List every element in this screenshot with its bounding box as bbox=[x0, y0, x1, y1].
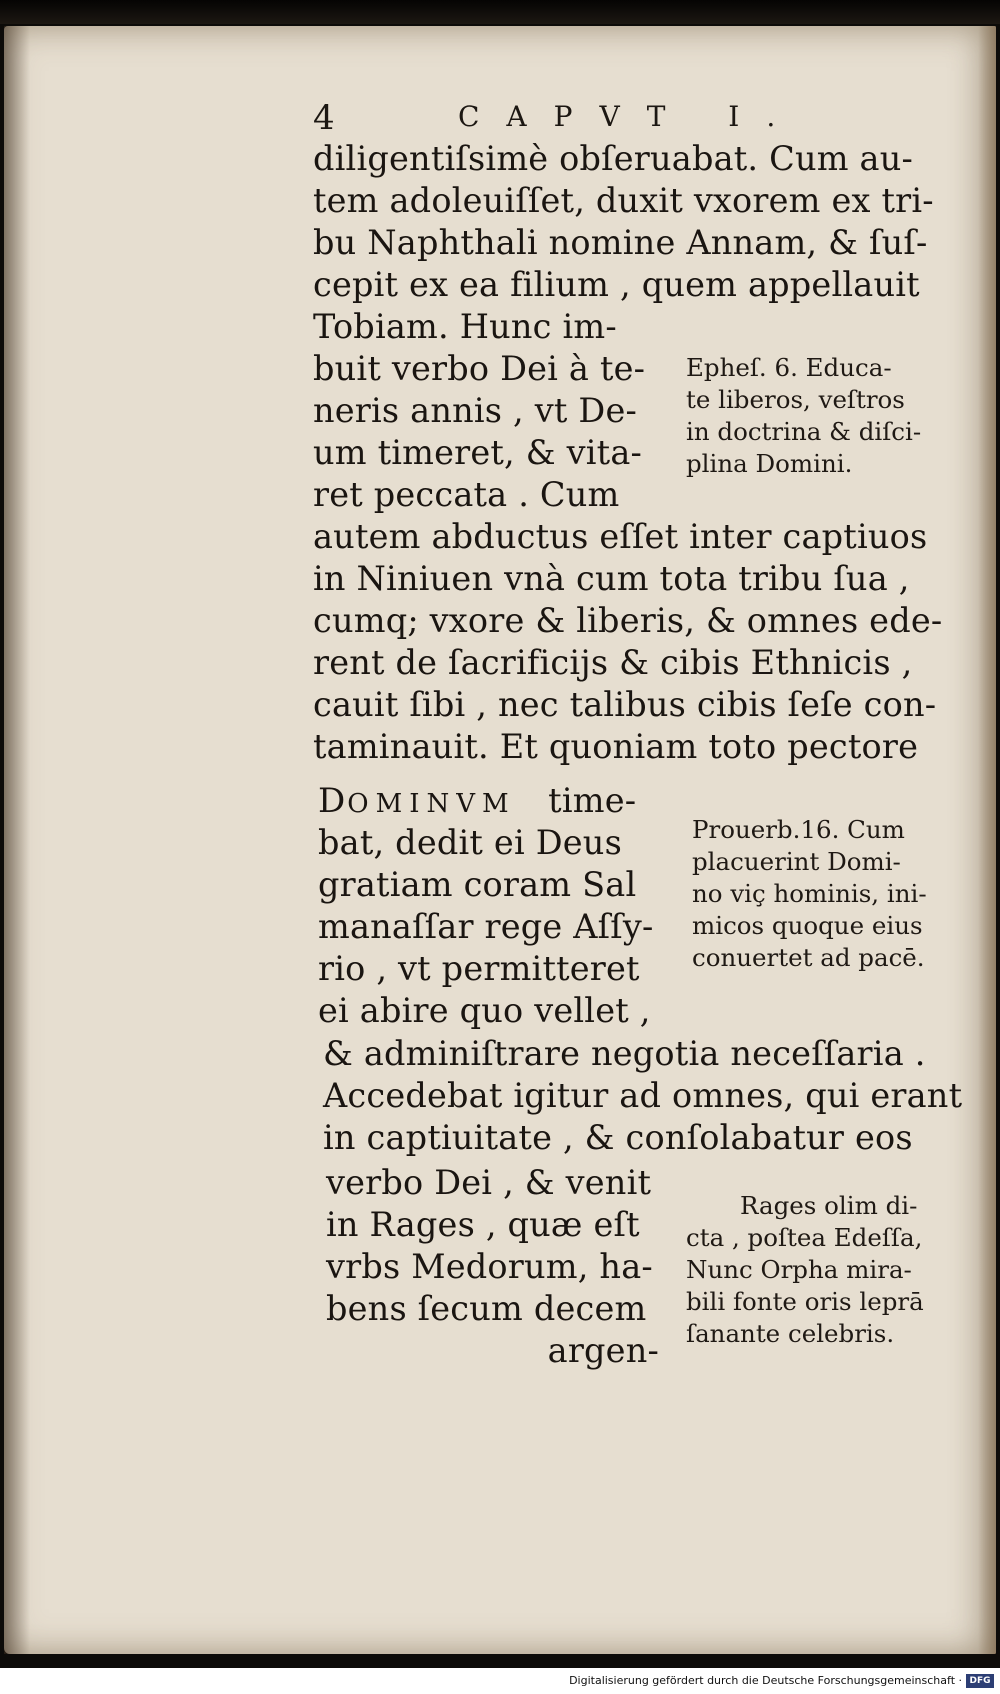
text-line: Accedebat igitur ad omnes, qui erant bbox=[323, 1076, 963, 1115]
body-text-narrow-1 bbox=[313, 306, 658, 516]
text-line: taminauit. Et quoniam toto pectore bbox=[313, 727, 919, 766]
note-line: Prouerb.16. Cum bbox=[692, 815, 905, 844]
note-line: no viç hominis, ini- bbox=[692, 879, 927, 908]
text-line: gratiam coram Sal bbox=[318, 865, 637, 904]
text-line: neris annis , vt De- bbox=[313, 391, 637, 430]
text-line: bat, dedit ei Deus bbox=[318, 823, 622, 862]
text-line: & adminiſtrare negotia neceſſaria . bbox=[323, 1034, 926, 1073]
page-edge-shadow bbox=[978, 26, 996, 1654]
footer-credit: Digitalisierung gefördert durch die Deutsche Forschungsgemeinschaft · bbox=[569, 1674, 962, 1687]
marginal-note-2 bbox=[692, 814, 927, 974]
body-text-narrow-2 bbox=[318, 780, 663, 1032]
text-line: in Rages , quæ eſt bbox=[326, 1205, 640, 1244]
text-line: manaſſar rege Aſſy- bbox=[318, 907, 654, 946]
note-line: ſanante celebris. bbox=[686, 1319, 895, 1348]
text-line: buit verbo Dei à te- bbox=[313, 349, 646, 388]
note-line: placuerint Domi- bbox=[692, 847, 901, 876]
text-line: cauit ſibi , nec talibus cibis ſeſe con- bbox=[313, 685, 937, 724]
note-line: Epheſ. 6. Educa- bbox=[686, 353, 892, 382]
text-line: bu Naphthali nomine Annam, & ſuſ- bbox=[313, 223, 928, 262]
note-line: in doctrina & diſci- bbox=[686, 417, 922, 446]
text-line: in captiuitate , & conſolabatur eos bbox=[323, 1118, 913, 1157]
text-line: ret peccata . Cum bbox=[313, 475, 620, 514]
note-line: Nunc Orpha mira- bbox=[686, 1255, 912, 1284]
text-line: verbo Dei , & venit bbox=[326, 1163, 652, 1202]
text-line: bens ſecum decem bbox=[326, 1289, 647, 1328]
text-line-dominum bbox=[318, 780, 663, 822]
body-text-narrow-3 bbox=[326, 1162, 671, 1372]
body-text-lower bbox=[323, 1033, 963, 1159]
text-line: in Niniuen vnà cum tota tribu ſua , bbox=[313, 559, 910, 598]
initial-letter: D bbox=[318, 781, 348, 821]
note-line: bili fonte oris leprā bbox=[686, 1287, 924, 1316]
text-line: rent de ſacrificijs & cibis Ethnicis , bbox=[313, 643, 913, 682]
note-line: cta , poſtea Edeſſa, bbox=[686, 1223, 923, 1252]
note-line: Rages olim di- bbox=[740, 1191, 918, 1220]
text-line: Tobiam. Hunc im- bbox=[313, 307, 617, 346]
body-text-middle bbox=[313, 516, 943, 768]
text-line: cepit ex ea filium , quem appellauit bbox=[313, 265, 920, 304]
body-text-top bbox=[313, 138, 943, 306]
small-caps-word: OMINVM bbox=[347, 789, 516, 819]
marginal-note-1 bbox=[686, 352, 921, 480]
note-line: plina Domini. bbox=[686, 449, 853, 478]
text-line: vrbs Medorum, ha- bbox=[326, 1247, 653, 1286]
scan-top-edge bbox=[0, 0, 1000, 24]
marginal-note-3 bbox=[686, 1190, 924, 1350]
page-gutter-shadow bbox=[4, 26, 30, 1654]
note-line: conuertet ad pacē. bbox=[692, 943, 925, 972]
catchword: argen- bbox=[547, 1331, 659, 1370]
digitization-footer bbox=[0, 1668, 1000, 1694]
text-line: tem adoleuiſſet, duxit vxorem ex tri- bbox=[313, 181, 934, 220]
line-ending: time- bbox=[548, 781, 637, 820]
dfg-logo: DFG bbox=[966, 1674, 994, 1688]
text-line: um timeret, & vita- bbox=[313, 433, 643, 472]
text-line: ei abire quo vellet , bbox=[318, 991, 651, 1030]
note-line: te liberos, veſtros bbox=[686, 385, 905, 414]
text-line: rio , vt permitteret bbox=[318, 949, 640, 988]
text-line: cumq; vxore & liberis, & omnes ede- bbox=[313, 601, 943, 640]
note-line: micos quoque eius bbox=[692, 911, 923, 940]
text-line: diligentiſsimè obſeruabat. Cum au- bbox=[313, 139, 914, 178]
running-head: CAPVT I. bbox=[458, 100, 803, 133]
page-number: 4 bbox=[313, 98, 335, 138]
text-line: autem abductus eſſet inter captiuos bbox=[313, 517, 928, 556]
